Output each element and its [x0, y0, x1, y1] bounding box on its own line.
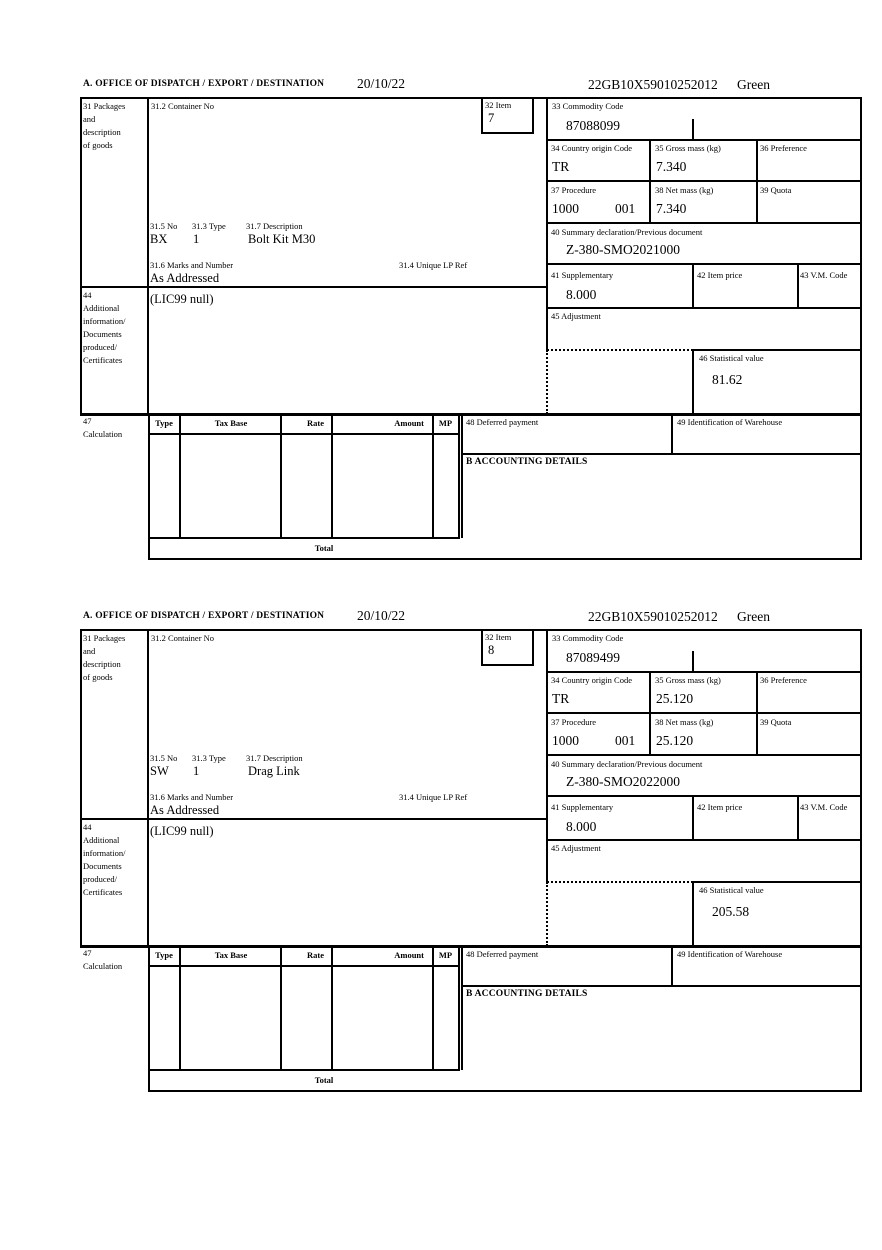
- grid-line: [756, 672, 758, 755]
- gross-mass-value: 7.340: [656, 159, 687, 174]
- accounting-details-label: B ACCOUNTING DETAILS: [466, 989, 588, 999]
- grid-line: [80, 97, 862, 99]
- procedure-extra-value: 001: [615, 201, 636, 216]
- grid-line: [860, 97, 862, 560]
- pkg-type-label: 31.3 Type: [192, 221, 226, 231]
- grid-line: [692, 797, 694, 840]
- net-mass-label: 38 Net mass (kg): [655, 185, 714, 195]
- statistical-value: 205.58: [712, 904, 750, 919]
- packages-label: description: [83, 659, 121, 669]
- additional-info-label: produced/: [83, 874, 117, 884]
- declaration-date: 20/10/22: [357, 608, 406, 623]
- grid-line: [80, 818, 547, 820]
- grid-line: [649, 140, 651, 223]
- warehouse-id-label: 49 Identification of Warehouse: [677, 949, 783, 959]
- col-tax-base-header: Tax Base: [214, 950, 248, 960]
- commodity-code-tick: [692, 651, 694, 672]
- grid-line: [693, 349, 862, 351]
- grid-line: [547, 139, 862, 141]
- col-rate-header: Rate: [307, 418, 324, 428]
- statistical-value-label: 46 Statistical value: [699, 353, 764, 363]
- item-price-label: 42 Item price: [697, 802, 743, 812]
- total-label: Total: [314, 543, 334, 553]
- additional-info-label: information/: [83, 848, 126, 858]
- declaration-reference: 22GB10X59010252012: [588, 77, 718, 92]
- country-origin-value: TR: [552, 691, 570, 706]
- col-amount-header: Amount: [394, 418, 424, 428]
- additional-info-label: produced/: [83, 342, 117, 352]
- commodity-code-value: 87088099: [566, 118, 620, 133]
- country-origin-value: TR: [552, 159, 570, 174]
- packages-label: and: [83, 646, 96, 656]
- package-type-value: 1: [193, 232, 200, 246]
- supplementary-label: 41 Supplementary: [551, 802, 614, 812]
- item-label: 32 Item: [485, 632, 512, 642]
- package-type-value: 1: [193, 764, 200, 778]
- grid-line: [692, 881, 694, 946]
- calculation-label: 47: [83, 948, 92, 958]
- additional-info-label: 44: [83, 290, 92, 300]
- col-mp-header: MP: [438, 950, 453, 960]
- pkg-no-label: 31.5 No: [150, 753, 178, 763]
- net-mass-label: 38 Net mass (kg): [655, 717, 714, 727]
- package-no-value: BX: [150, 232, 168, 246]
- grid-line: [547, 263, 862, 265]
- packages-label: of goods: [83, 672, 113, 682]
- deferred-payment-label: 48 Deferred payment: [466, 417, 539, 427]
- pkg-type-label: 31.3 Type: [192, 753, 226, 763]
- grid-line: [547, 754, 862, 756]
- dotted-divider: [547, 881, 693, 883]
- vm-code-label: 43 V.M. Code: [800, 270, 848, 280]
- unique-lp-ref-label: 31.4 Unique LP Ref: [399, 792, 468, 802]
- calculation-label: Calculation: [83, 429, 123, 439]
- quota-label: 39 Quota: [760, 185, 792, 195]
- additional-info-value: (LIC99 null): [150, 292, 214, 306]
- additional-info-label: 44: [83, 822, 92, 832]
- additional-info-label: Additional: [83, 303, 120, 313]
- pkg-description-label: 31.7 Description: [246, 753, 303, 763]
- warehouse-id-label: 49 Identification of Warehouse: [677, 417, 783, 427]
- additional-info-label: information/: [83, 316, 126, 326]
- additional-info-value: (LIC99 null): [150, 824, 214, 838]
- grid-line: [547, 180, 862, 182]
- dotted-divider: [546, 350, 548, 414]
- grid-line: [80, 286, 547, 288]
- summary-declaration-value: Z-380-SMO2021000: [566, 242, 680, 257]
- total-label: Total: [314, 1075, 334, 1085]
- grid-line: [80, 629, 82, 947]
- unique-lp-ref-label: 31.4 Unique LP Ref: [399, 260, 468, 270]
- col-tax-base-header: Tax Base: [214, 418, 248, 428]
- dotted-divider: [547, 349, 693, 351]
- country-origin-label: 34 Country origin Code: [551, 143, 632, 153]
- declaration-item-section: [0, 76, 882, 568]
- summary-declaration-value: Z-380-SMO2022000: [566, 774, 680, 789]
- grid-line: [547, 712, 862, 714]
- grid-line: [148, 558, 862, 560]
- additional-info-label: Documents: [83, 861, 122, 871]
- grid-line: [649, 672, 651, 755]
- packages-label: and: [83, 114, 96, 124]
- adjustment-label: 45 Adjustment: [551, 843, 601, 853]
- item-price-label: 42 Item price: [697, 270, 743, 280]
- commodity-code-label: 33 Commodity Code: [552, 633, 624, 643]
- grid-line: [148, 537, 460, 539]
- dotted-divider: [546, 882, 548, 946]
- calculation-label: Calculation: [83, 961, 123, 971]
- net-mass-value: 25.120: [656, 733, 694, 748]
- grid-line: [80, 945, 862, 948]
- grid-line: [671, 948, 673, 987]
- calculation-label: 47: [83, 416, 92, 426]
- procedure-value: 1000: [552, 201, 579, 216]
- packages-label: 31 Packages: [83, 101, 126, 111]
- grid-line: [147, 97, 149, 415]
- grid-line: [693, 881, 862, 883]
- supplementary-value: 8.000: [566, 287, 597, 302]
- procedure-label: 37 Procedure: [551, 185, 597, 195]
- commodity-code-value: 87089499: [566, 650, 620, 665]
- procedure-value: 1000: [552, 733, 579, 748]
- vm-code-label: 43 V.M. Code: [800, 802, 848, 812]
- pkg-description-label: 31.7 Description: [246, 221, 303, 231]
- gross-mass-label: 35 Gross mass (kg): [655, 675, 721, 685]
- procedure-label: 37 Procedure: [551, 717, 597, 727]
- grid-line: [461, 985, 862, 987]
- additional-info-label: Certificates: [83, 887, 123, 897]
- grid-line: [671, 416, 673, 455]
- goods-description-value: Bolt Kit M30: [248, 232, 316, 246]
- additional-info-label: Certificates: [83, 355, 123, 365]
- container-no-label: 31.2 Container No: [151, 101, 215, 111]
- declaration-item-section: [0, 608, 882, 1100]
- item-number-value: 8: [488, 643, 495, 657]
- grid-line: [692, 349, 694, 414]
- grid-line: [547, 795, 862, 797]
- col-type-header: Type: [155, 418, 173, 428]
- preference-label: 36 Preference: [760, 675, 807, 685]
- item-number-value: 7: [488, 111, 495, 125]
- grid-line: [547, 839, 862, 841]
- accounting-details-label: B ACCOUNTING DETAILS: [466, 457, 588, 467]
- declaration-reference: 22GB10X59010252012: [588, 609, 718, 624]
- goods-description-value: Drag Link: [248, 764, 300, 778]
- declaration-date: 20/10/22: [357, 76, 406, 91]
- grid-line: [80, 629, 862, 631]
- statistical-value-label: 46 Statistical value: [699, 885, 764, 895]
- grid-line: [148, 1090, 862, 1092]
- grid-line: [547, 222, 862, 224]
- grid-line: [148, 965, 460, 967]
- routing-indicator: Green: [737, 609, 770, 624]
- additional-info-label: Documents: [83, 329, 122, 339]
- grid-line: [148, 1069, 460, 1071]
- commodity-code-tick: [692, 119, 694, 140]
- grid-line: [692, 265, 694, 308]
- commodity-code-label: 33 Commodity Code: [552, 101, 624, 111]
- net-mass-value: 7.340: [656, 201, 687, 216]
- grid-line: [756, 140, 758, 223]
- adjustment-label: 45 Adjustment: [551, 311, 601, 321]
- col-mp-header: MP: [438, 418, 453, 428]
- grid-line: [461, 453, 862, 455]
- gross-mass-value: 25.120: [656, 691, 694, 706]
- packages-label: of goods: [83, 140, 113, 150]
- routing-indicator: Green: [737, 77, 770, 92]
- statistical-value: 81.62: [712, 372, 743, 387]
- packages-label: 31 Packages: [83, 633, 126, 643]
- deferred-payment-label: 48 Deferred payment: [466, 949, 539, 959]
- grid-line: [148, 433, 460, 435]
- grid-line: [797, 797, 799, 840]
- item-label: 32 Item: [485, 100, 512, 110]
- marks-value: As Addressed: [150, 271, 220, 285]
- grid-line: [860, 629, 862, 1092]
- col-amount-header: Amount: [394, 950, 424, 960]
- summary-declaration-label: 40 Summary declaration/Previous document: [551, 227, 703, 237]
- additional-info-label: Additional: [83, 835, 120, 845]
- marks-value: As Addressed: [150, 803, 220, 817]
- summary-declaration-label: 40 Summary declaration/Previous document: [551, 759, 703, 769]
- country-origin-label: 34 Country origin Code: [551, 675, 632, 685]
- package-no-value: SW: [150, 764, 169, 778]
- packages-label: description: [83, 127, 121, 137]
- grid-line: [547, 671, 862, 673]
- grid-line: [547, 307, 862, 309]
- col-type-header: Type: [155, 950, 173, 960]
- col-rate-header: Rate: [307, 950, 324, 960]
- office-of-dispatch-label: A. OFFICE OF DISPATCH / EXPORT / DESTINATION: [83, 79, 325, 89]
- pkg-no-label: 31.5 No: [150, 221, 178, 231]
- grid-line: [461, 948, 463, 1070]
- container-no-label: 31.2 Container No: [151, 633, 215, 643]
- grid-line: [797, 265, 799, 308]
- quota-label: 39 Quota: [760, 717, 792, 727]
- grid-line: [80, 97, 82, 415]
- gross-mass-label: 35 Gross mass (kg): [655, 143, 721, 153]
- supplementary-value: 8.000: [566, 819, 597, 834]
- preference-label: 36 Preference: [760, 143, 807, 153]
- procedure-extra-value: 001: [615, 733, 636, 748]
- supplementary-label: 41 Supplementary: [551, 270, 614, 280]
- grid-line: [461, 416, 463, 538]
- grid-line: [147, 629, 149, 947]
- marks-number-label: 31.6 Marks and Number: [150, 260, 234, 270]
- grid-line: [80, 413, 862, 416]
- office-of-dispatch-label: A. OFFICE OF DISPATCH / EXPORT / DESTINATION: [83, 611, 325, 621]
- marks-number-label: 31.6 Marks and Number: [150, 792, 234, 802]
